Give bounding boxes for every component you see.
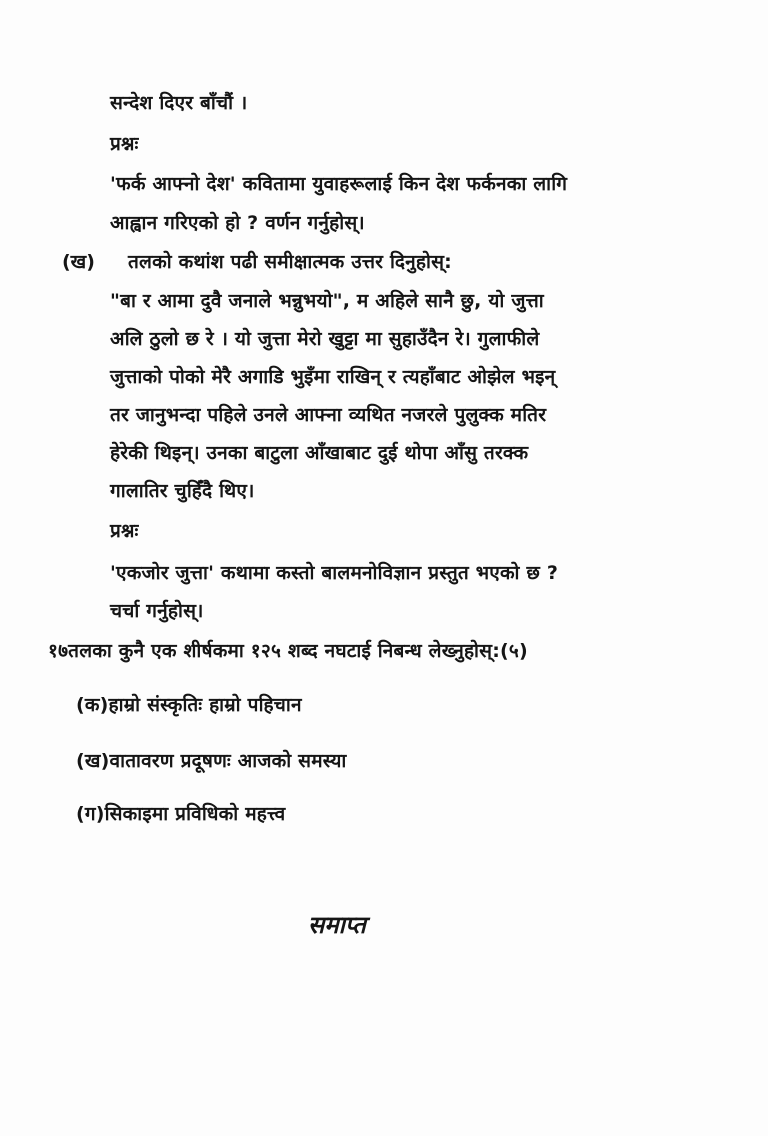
q17-question: १७तलका कुनै एक शीर्षकमा १२५ शब्द नघटाई निबन्ध लेख्नुहोस्:(५) — [48, 640, 528, 662]
q16-kha-label: (ख) — [62, 251, 95, 273]
q16-kha-question-line1: 'एकजोर जुत्ता' कथामा कस्तो बालमनोविज्ञान प्रस्तुत भएको छ ? — [110, 562, 559, 584]
end-mark: समाप्त — [308, 911, 366, 939]
q17-option-ka: (क)हाम्रो संस्कृतिः हाम्रो पहिचान — [76, 694, 302, 716]
q16-ka-question-line2: आह्वान गरिएको हो ? वर्णन गर्नुहोस्। — [110, 212, 365, 234]
q16-kha-prashna-label: प्रश्नः — [110, 520, 139, 542]
passage-line-4: तर जानुभन्दा पहिले उनले आफ्ना व्यथित नजरले पुलुक्क मतिर — [110, 404, 547, 426]
q16-ka-line-end: सन्देश दिएर बाँचौं । — [110, 92, 248, 114]
q16-ka-prashna-label: प्रश्नः — [110, 133, 139, 155]
q16-ka-question-line1: 'फर्क आफ्नो देश' कवितामा युवाहरूलाई किन देश फर्कनका लागि — [110, 173, 568, 195]
q17-option-ga: (ग)सिकाइमा प्रविधिको महत्त्व — [76, 803, 286, 825]
passage-line-3: जुत्ताको पोको मेरै अगाडि भुइँमा राखिन् र त्यहाँबाट ओझेल भइन् — [110, 366, 556, 388]
q16-kha-question-line2: चर्चा गर्नुहोस्। — [110, 600, 204, 622]
q16-kha-instruction: तलको कथांश पढी समीक्षात्मक उत्तर दिनुहोस्: — [128, 251, 452, 273]
passage-line-6: गालातिर चुहिँदै थिए। — [110, 480, 255, 502]
passage-line-2: अलि ठुलो छ रे । यो जुत्ता मेरो खुट्टा मा सुहाउँदैन रे। गुलाफीले — [110, 328, 540, 350]
q17-option-kha: (ख)वातावरण प्रदूषणः आजको समस्या — [76, 750, 347, 772]
passage-line-5: हेरेकी थिइन्। उनका बाटुला आँखाबाट दुई थोपा आँसु तरक्क — [110, 442, 529, 464]
passage-line-1: "बा र आमा दुवै जनाले भन्नुभयो", म अहिले सानै छु, यो जुत्ता — [110, 290, 544, 312]
